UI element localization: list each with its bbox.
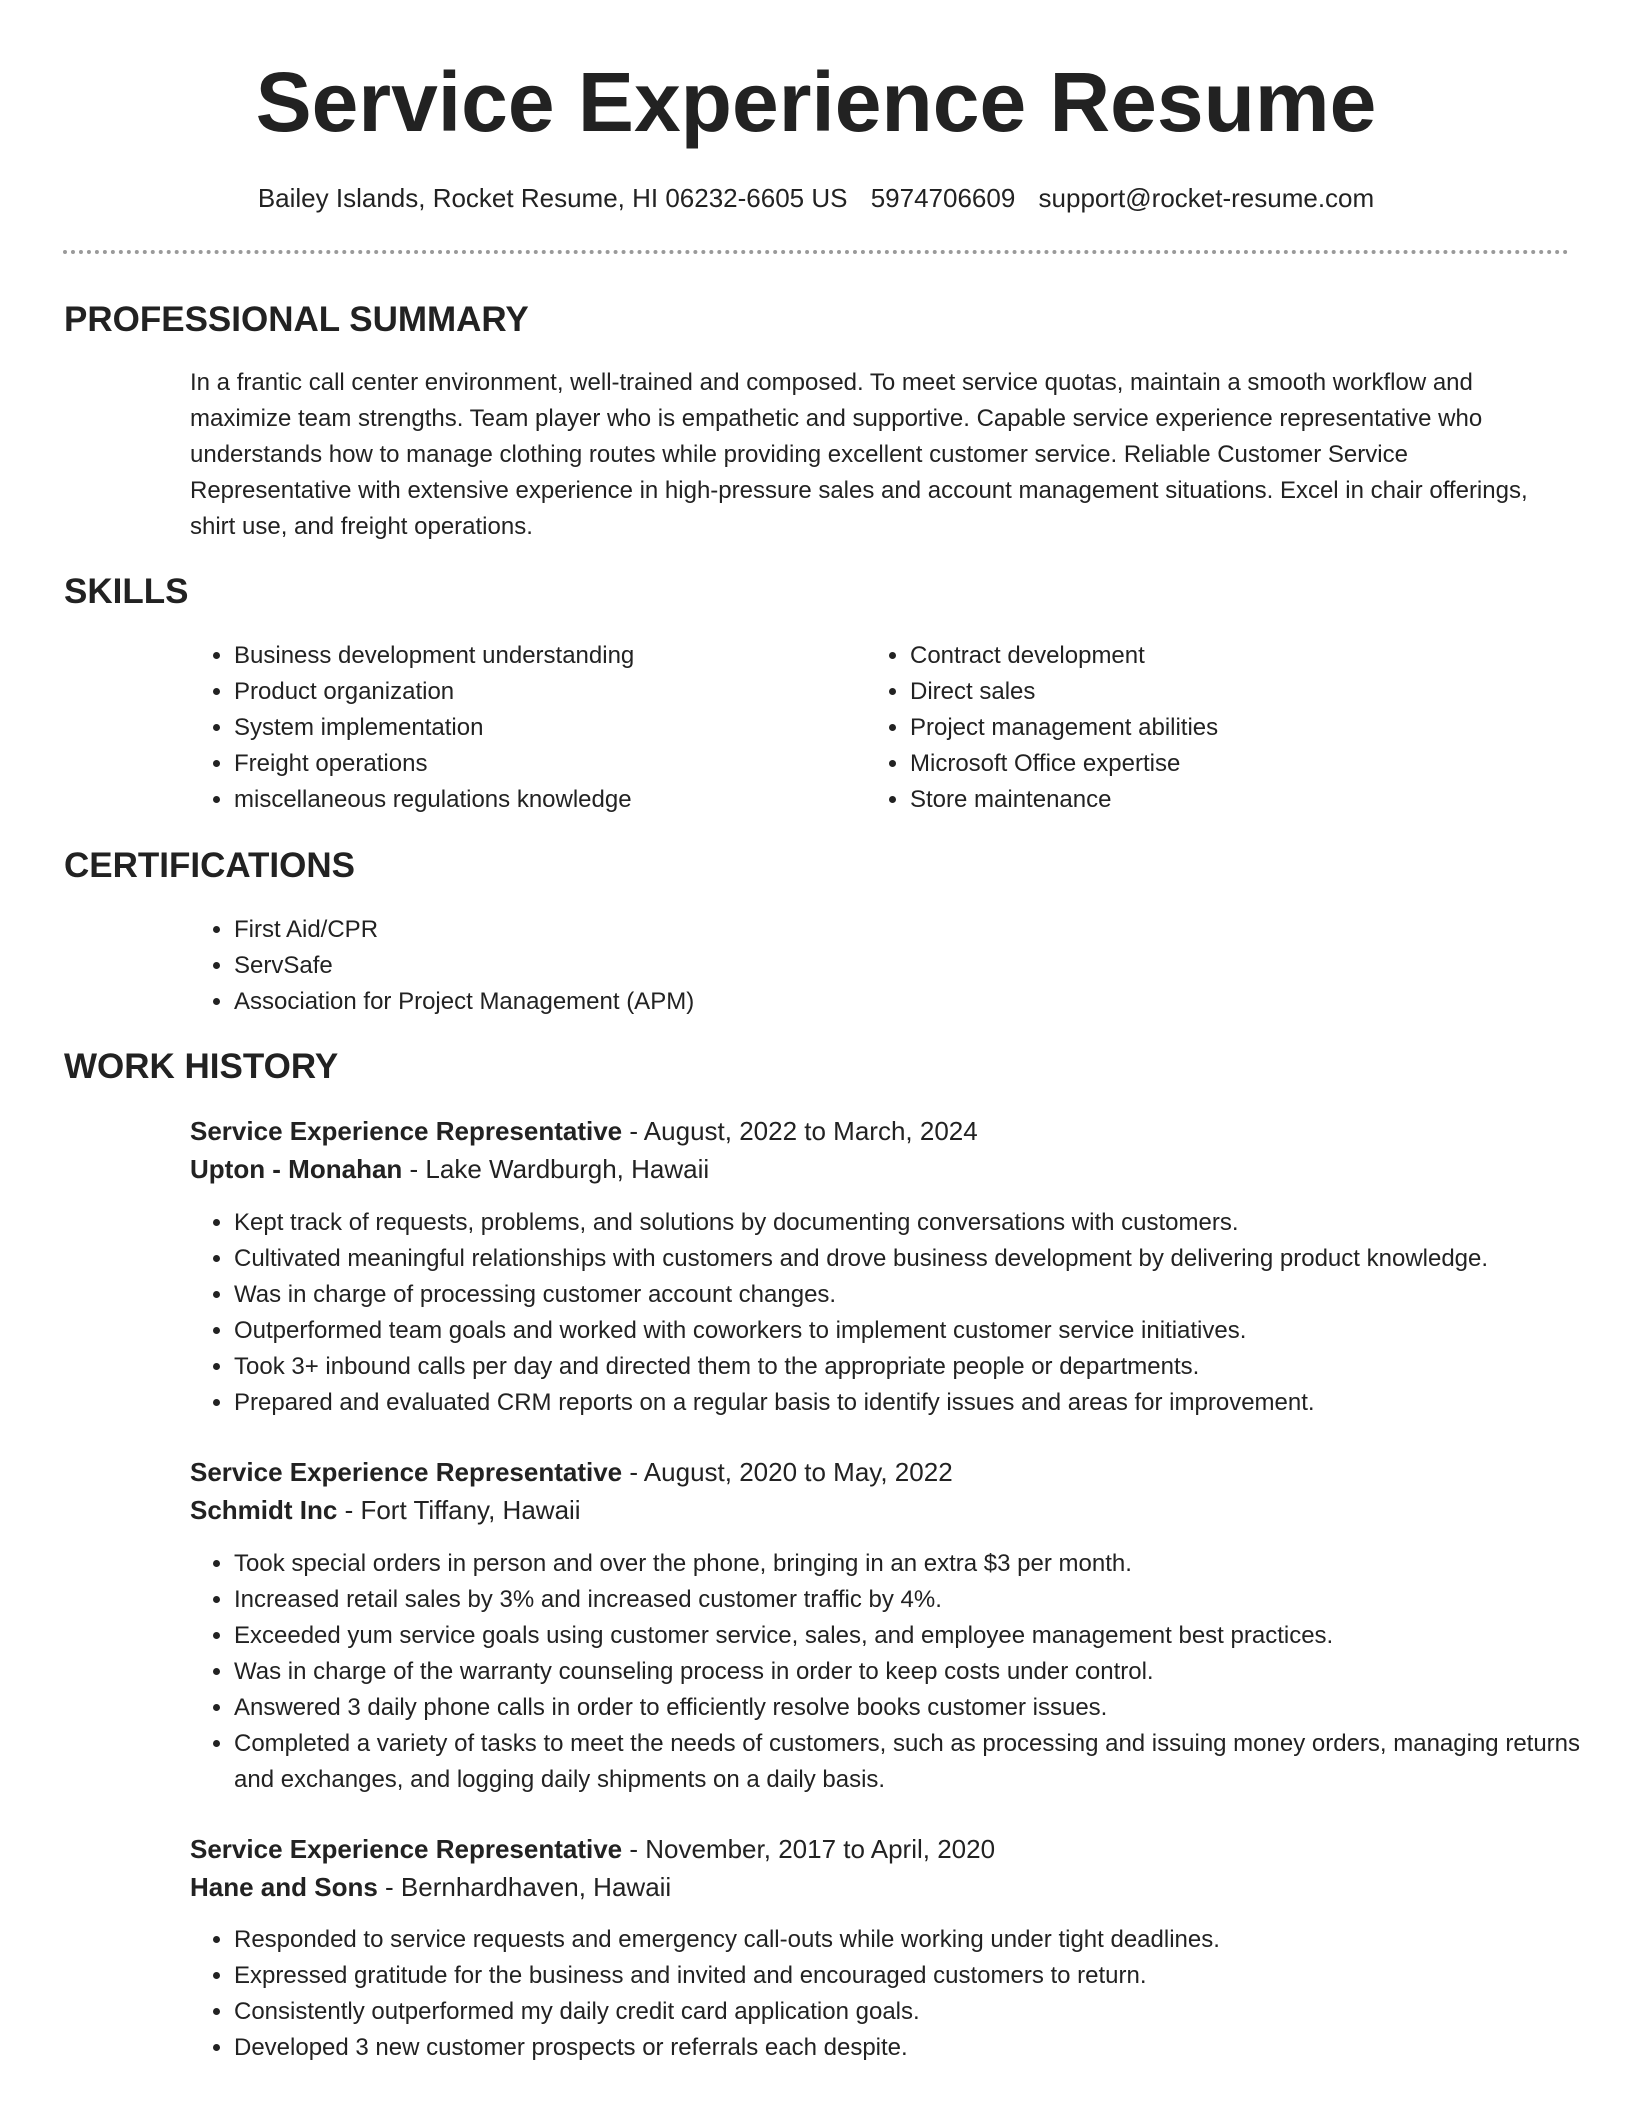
- contact-address: Bailey Islands, Rocket Resume, HI 06232-6605 US: [257, 183, 848, 213]
- skill-item: • Product organization: [234, 674, 854, 710]
- job-bullet: • Increased retail sales by 3% and increased customer traffic by 4%.: [234, 1582, 1594, 1618]
- skill-item: • Freight operations: [234, 746, 854, 782]
- job-location: - Lake Wardburgh, Hawaii: [402, 1154, 710, 1184]
- work-history-heading: WORK HISTORY: [64, 1047, 339, 1086]
- contact-email: support@rocket-resume.com: [1038, 183, 1375, 213]
- job-bullet: • Expressed gratitude for the business and invited and encouraged customers to return.: [234, 1958, 1594, 1994]
- job-bullet: • Responded to service requests and emergency call-outs while working under tight deadlines.: [234, 1922, 1594, 1958]
- job-dates: - August, 2022 to March, 2024: [622, 1116, 978, 1146]
- job-bullet: • Took special orders in person and over the phone, bringing in an extra $3 per month.: [234, 1546, 1594, 1582]
- job-bullet: • Prepared and evaluated CRM reports on a regular basis to identify issues and areas for improvement.: [234, 1385, 1594, 1421]
- job-bullets: [190, 1205, 1594, 1421]
- job-title-line: [190, 1112, 978, 1150]
- job-bullets: [190, 1922, 1594, 2066]
- job-bullet: • Consistently outperformed my daily credit card application goals.: [234, 1994, 1594, 2030]
- header-divider: [63, 250, 1569, 254]
- job-title-line: [190, 1453, 953, 1491]
- job-dates: - November, 2017 to April, 2020: [622, 1834, 996, 1864]
- certifications-heading: CERTIFICATIONS: [64, 846, 356, 885]
- job-location: - Fort Tiffany, Hawaii: [337, 1495, 581, 1525]
- skills-list-right: [866, 638, 1550, 818]
- certification-item: • Association for Project Management (APM): [234, 984, 1534, 1020]
- contact-line: [0, 180, 1632, 216]
- job-bullet: • Exceeded yum service goals using customer service, sales, and employee management best practices.: [234, 1618, 1594, 1654]
- skill-item: • miscellaneous regulations knowledge: [234, 782, 854, 818]
- summary-text: In a frantic call center environment, well-trained and composed. To meet service quotas, maintain a smooth workflow and maximize team strengths. Team player who is empathetic and supportive. Capable service experience representative who understands how to manage clothing routes while providing excellent customer service. Reliable Customer Service Representative with extensive experience in high-pressure sales and account management situations. Excel in chair offerings, shirt use, and freight operations.: [190, 369, 1528, 540]
- summary-heading: PROFESSIONAL SUMMARY: [64, 300, 529, 339]
- job-dates: - August, 2020 to May, 2022: [622, 1457, 953, 1487]
- skill-item: • Store maintenance: [910, 782, 1550, 818]
- job-location: - Bernhardhaven, Hawaii: [377, 1872, 672, 1902]
- certification-item: • First Aid/CPR: [234, 912, 1534, 948]
- job-title-line: [190, 1830, 995, 1868]
- job-company-line: [190, 1150, 709, 1188]
- skill-item: • Contract development: [910, 638, 1550, 674]
- job-bullet: • Took 3+ inbound calls per day and directed them to the appropriate people or departments.: [234, 1349, 1594, 1385]
- job-title: Service Experience Representative: [190, 1834, 623, 1864]
- job-bullet: • Cultivated meaningful relationships with customers and drove business development by delivering product knowledge.: [234, 1241, 1594, 1277]
- job-company: Upton - Monahan: [190, 1154, 403, 1184]
- skill-item: • Microsoft Office expertise: [910, 746, 1550, 782]
- job-bullet: • Was in charge of the warranty counseling process in order to keep costs under control.: [234, 1654, 1594, 1690]
- job-bullet: • Answered 3 daily phone calls in order to efficiently resolve books customer issues.: [234, 1690, 1594, 1726]
- certification-item: • ServSafe: [234, 948, 1534, 984]
- skill-item: • Project management abilities: [910, 710, 1550, 746]
- job-title: Service Experience Representative: [190, 1457, 623, 1487]
- skills-list-left: [190, 638, 854, 818]
- job-bullet: • Developed 3 new customer prospects or referrals each despite.: [234, 2030, 1594, 2066]
- job-company-line: [190, 1868, 671, 1906]
- certifications-list: [190, 912, 1534, 1020]
- job-bullets: [190, 1546, 1594, 1798]
- skill-item: • Business development understanding: [234, 638, 854, 674]
- job-bullet: • Was in charge of processing customer account changes.: [234, 1277, 1594, 1313]
- resume-title: Service Experience Resume: [255, 55, 1377, 149]
- job-bullet: • Outperformed team goals and worked with coworkers to implement customer service initiatives.: [234, 1313, 1594, 1349]
- skill-item: • Direct sales: [910, 674, 1550, 710]
- skill-item: • System implementation: [234, 710, 854, 746]
- skills-heading: SKILLS: [64, 572, 189, 611]
- job-company: Schmidt Inc: [190, 1495, 338, 1525]
- job-bullet: • Kept track of requests, problems, and solutions by documenting conversations with customers.: [234, 1205, 1594, 1241]
- job-company: Hane and Sons: [190, 1872, 378, 1902]
- contact-phone: 5974706609: [870, 183, 1016, 213]
- job-bullet: • Completed a variety of tasks to meet the needs of customers, such as processing and issuing money orders, managing returns and exchanges, and logging daily shipments on a daily basis.: [234, 1726, 1594, 1798]
- job-company-line: [190, 1491, 581, 1529]
- job-title: Service Experience Representative: [190, 1116, 623, 1146]
